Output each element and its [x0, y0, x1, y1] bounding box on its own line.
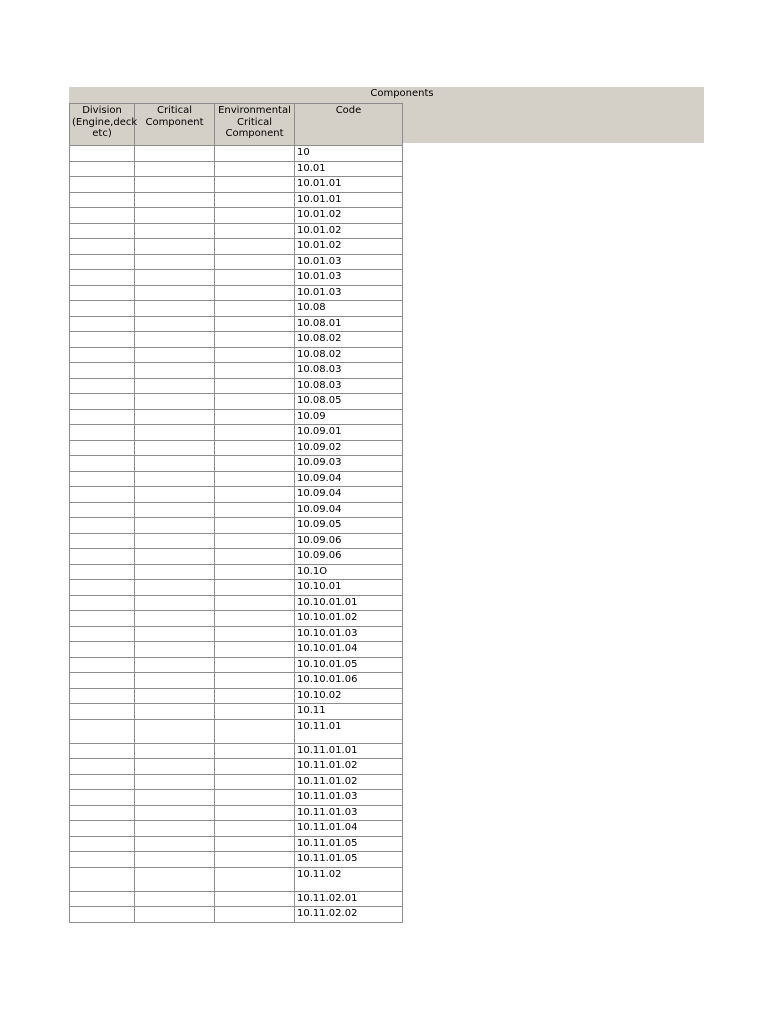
code-cell[interactable]: 10.10.01.02	[295, 611, 403, 627]
critical-cell[interactable]	[135, 642, 215, 658]
critical-cell[interactable]	[135, 580, 215, 596]
code-cell[interactable]: 10.10.01	[295, 580, 403, 596]
code-cell[interactable]: 10.01.03	[295, 270, 403, 286]
division-cell[interactable]	[70, 270, 135, 286]
table-row	[70, 867, 403, 891]
table-row	[70, 805, 403, 821]
table-row	[70, 743, 403, 759]
critical-cell[interactable]	[135, 852, 215, 868]
critical-cell[interactable]	[135, 332, 215, 348]
code-cell[interactable]: 10.09.01	[295, 425, 403, 441]
critical-cell[interactable]	[135, 891, 215, 907]
environmental-cell[interactable]	[215, 347, 295, 363]
critical-cell[interactable]	[135, 673, 215, 689]
table-row	[70, 285, 403, 301]
environmental-cell[interactable]	[215, 440, 295, 456]
environmental-cell[interactable]	[215, 533, 295, 549]
table-row	[70, 301, 403, 317]
critical-cell[interactable]	[135, 254, 215, 270]
critical-cell[interactable]	[135, 743, 215, 759]
division-cell[interactable]	[70, 642, 135, 658]
environmental-cell[interactable]	[215, 836, 295, 852]
table-row	[70, 611, 403, 627]
header-division[interactable]: Division (Engine,deck etc)	[70, 104, 135, 146]
code-cell[interactable]: 10.01	[295, 161, 403, 177]
table-row	[70, 657, 403, 673]
division-cell[interactable]	[70, 518, 135, 534]
table-row	[70, 440, 403, 456]
code-cell[interactable]: 10.01.03	[295, 254, 403, 270]
table-row	[70, 790, 403, 806]
division-cell[interactable]	[70, 704, 135, 720]
table-row	[70, 549, 403, 565]
table-row	[70, 316, 403, 332]
critical-cell[interactable]	[135, 774, 215, 790]
environmental-cell[interactable]	[215, 425, 295, 441]
division-cell[interactable]	[70, 254, 135, 270]
table-row	[70, 642, 403, 658]
critical-cell[interactable]	[135, 790, 215, 806]
critical-cell[interactable]	[135, 223, 215, 239]
division-cell[interactable]	[70, 790, 135, 806]
environmental-cell[interactable]	[215, 626, 295, 642]
environmental-cell[interactable]	[215, 719, 295, 743]
code-cell[interactable]: 10.09.06	[295, 533, 403, 549]
code-cell[interactable]: 10.11.01.02	[295, 759, 403, 775]
environmental-cell[interactable]	[215, 502, 295, 518]
table-row	[70, 626, 403, 642]
components-title: Components	[370, 88, 434, 99]
division-cell[interactable]	[70, 487, 135, 503]
critical-cell[interactable]	[135, 239, 215, 255]
table-row	[70, 821, 403, 837]
code-cell[interactable]: 10.09.04	[295, 487, 403, 503]
code-cell[interactable]: 10.11.01.04	[295, 821, 403, 837]
table-row	[70, 161, 403, 177]
critical-cell[interactable]	[135, 177, 215, 193]
code-cell[interactable]: 10.10.01.05	[295, 657, 403, 673]
code-cell[interactable]: 10	[295, 146, 403, 162]
code-cell[interactable]: 10.10.02	[295, 688, 403, 704]
code-cell[interactable]: 10.11.02.02	[295, 907, 403, 923]
critical-cell[interactable]	[135, 867, 215, 891]
critical-cell[interactable]	[135, 487, 215, 503]
critical-cell[interactable]	[135, 161, 215, 177]
table-row	[70, 487, 403, 503]
division-cell[interactable]	[70, 456, 135, 472]
environmental-cell[interactable]	[215, 704, 295, 720]
code-cell[interactable]: 10.11.01.05	[295, 836, 403, 852]
critical-cell[interactable]	[135, 425, 215, 441]
table-row	[70, 239, 403, 255]
critical-cell[interactable]	[135, 719, 215, 743]
division-cell[interactable]	[70, 891, 135, 907]
environmental-cell[interactable]	[215, 549, 295, 565]
table-row	[70, 223, 403, 239]
code-cell[interactable]: 10.08.02	[295, 332, 403, 348]
critical-cell[interactable]	[135, 688, 215, 704]
environmental-cell[interactable]	[215, 177, 295, 193]
environmental-cell[interactable]	[215, 239, 295, 255]
environmental-cell[interactable]	[215, 867, 295, 891]
code-cell[interactable]: 10.01.02	[295, 239, 403, 255]
header-critical-component[interactable]: Critical Component	[135, 104, 215, 146]
header-row	[70, 104, 403, 146]
table-row	[70, 347, 403, 363]
environmental-cell[interactable]	[215, 254, 295, 270]
division-cell[interactable]	[70, 223, 135, 239]
environmental-cell[interactable]	[215, 363, 295, 379]
code-cell[interactable]: 10.08.02	[295, 347, 403, 363]
critical-cell[interactable]	[135, 759, 215, 775]
table-row	[70, 719, 403, 743]
division-cell[interactable]	[70, 626, 135, 642]
environmental-cell[interactable]	[215, 223, 295, 239]
table-row	[70, 192, 403, 208]
division-cell[interactable]	[70, 440, 135, 456]
environmental-cell[interactable]	[215, 611, 295, 627]
environmental-cell[interactable]	[215, 790, 295, 806]
code-cell[interactable]: 10.09.06	[295, 549, 403, 565]
code-cell[interactable]: 10.08.03	[295, 378, 403, 394]
environmental-cell[interactable]	[215, 146, 295, 162]
division-cell[interactable]	[70, 409, 135, 425]
table-row	[70, 891, 403, 907]
table-row	[70, 146, 403, 162]
environmental-cell[interactable]	[215, 456, 295, 472]
table-row	[70, 759, 403, 775]
table-row	[70, 363, 403, 379]
division-cell[interactable]	[70, 867, 135, 891]
environmental-cell[interactable]	[215, 805, 295, 821]
critical-cell[interactable]	[135, 456, 215, 472]
code-cell[interactable]: 10.11	[295, 704, 403, 720]
table-row	[70, 425, 403, 441]
code-cell[interactable]: 10.11.01.02	[295, 774, 403, 790]
code-cell[interactable]: 10.01.02	[295, 208, 403, 224]
code-cell[interactable]: 10.09.04	[295, 502, 403, 518]
division-cell[interactable]	[70, 743, 135, 759]
environmental-cell[interactable]	[215, 774, 295, 790]
environmental-cell[interactable]	[215, 907, 295, 923]
table-row	[70, 836, 403, 852]
environmental-cell[interactable]	[215, 688, 295, 704]
critical-cell[interactable]	[135, 533, 215, 549]
division-cell[interactable]	[70, 502, 135, 518]
code-cell[interactable]: 10.11.01	[295, 719, 403, 743]
environmental-cell[interactable]	[215, 301, 295, 317]
code-cell[interactable]: 10.11.01.05	[295, 852, 403, 868]
table-row	[70, 518, 403, 534]
critical-cell[interactable]	[135, 611, 215, 627]
division-cell[interactable]	[70, 688, 135, 704]
code-cell[interactable]: 10.1O	[295, 564, 403, 580]
division-cell[interactable]	[70, 907, 135, 923]
table-row	[70, 394, 403, 410]
critical-cell[interactable]	[135, 471, 215, 487]
division-cell[interactable]	[70, 239, 135, 255]
critical-cell[interactable]	[135, 192, 215, 208]
code-cell[interactable]: 10.01.01	[295, 177, 403, 193]
environmental-cell[interactable]	[215, 852, 295, 868]
environmental-cell[interactable]	[215, 891, 295, 907]
critical-cell[interactable]	[135, 704, 215, 720]
division-cell[interactable]	[70, 146, 135, 162]
table-row	[70, 254, 403, 270]
environmental-cell[interactable]	[215, 743, 295, 759]
code-cell[interactable]: 10.01.02	[295, 223, 403, 239]
code-cell[interactable]: 10.11.02	[295, 867, 403, 891]
environmental-cell[interactable]	[215, 394, 295, 410]
table-row	[70, 502, 403, 518]
table-row	[70, 533, 403, 549]
code-cell[interactable]: 10.01.01	[295, 192, 403, 208]
critical-cell[interactable]	[135, 626, 215, 642]
table-row	[70, 673, 403, 689]
environmental-cell[interactable]	[215, 642, 295, 658]
header-code[interactable]: Code	[295, 104, 403, 146]
division-cell[interactable]	[70, 316, 135, 332]
code-cell[interactable]: 10.09.05	[295, 518, 403, 534]
division-cell[interactable]	[70, 821, 135, 837]
table-row	[70, 595, 403, 611]
critical-cell[interactable]	[135, 518, 215, 534]
division-cell[interactable]	[70, 332, 135, 348]
table-row	[70, 907, 403, 923]
table-row	[70, 378, 403, 394]
division-cell[interactable]	[70, 836, 135, 852]
code-cell[interactable]: 10.08	[295, 301, 403, 317]
division-cell[interactable]	[70, 719, 135, 743]
code-cell[interactable]: 10.08.03	[295, 363, 403, 379]
table-row	[70, 332, 403, 348]
environmental-cell[interactable]	[215, 332, 295, 348]
environmental-cell[interactable]	[215, 821, 295, 837]
code-cell[interactable]: 10.09.02	[295, 440, 403, 456]
code-cell[interactable]: 10.11.02.01	[295, 891, 403, 907]
critical-cell[interactable]	[135, 347, 215, 363]
critical-cell[interactable]	[135, 146, 215, 162]
critical-cell[interactable]	[135, 549, 215, 565]
environmental-cell[interactable]	[215, 759, 295, 775]
environmental-cell[interactable]	[215, 487, 295, 503]
critical-cell[interactable]	[135, 502, 215, 518]
critical-cell[interactable]	[135, 301, 215, 317]
code-cell[interactable]: 10.11.01.03	[295, 790, 403, 806]
code-cell[interactable]: 10.08.01	[295, 316, 403, 332]
code-cell[interactable]: 10.09.03	[295, 456, 403, 472]
environmental-cell[interactable]	[215, 316, 295, 332]
division-cell[interactable]	[70, 564, 135, 580]
critical-cell[interactable]	[135, 821, 215, 837]
environmental-cell[interactable]	[215, 192, 295, 208]
code-cell[interactable]: 10.10.01.04	[295, 642, 403, 658]
code-cell[interactable]: 10.10.01.03	[295, 626, 403, 642]
code-cell[interactable]: 10.11.01.01	[295, 743, 403, 759]
division-cell[interactable]	[70, 363, 135, 379]
division-cell[interactable]	[70, 805, 135, 821]
code-cell[interactable]: 10.10.01.06	[295, 673, 403, 689]
environmental-cell[interactable]	[215, 657, 295, 673]
division-cell[interactable]	[70, 657, 135, 673]
division-cell[interactable]	[70, 301, 135, 317]
critical-cell[interactable]	[135, 409, 215, 425]
division-cell[interactable]	[70, 378, 135, 394]
division-cell[interactable]	[70, 759, 135, 775]
table-row	[70, 774, 403, 790]
division-cell[interactable]	[70, 285, 135, 301]
components-table	[69, 103, 403, 923]
table-row	[70, 208, 403, 224]
critical-cell[interactable]	[135, 440, 215, 456]
division-cell[interactable]	[70, 549, 135, 565]
code-cell[interactable]: 10.11.01.03	[295, 805, 403, 821]
table-row	[70, 409, 403, 425]
table-row	[70, 471, 403, 487]
critical-cell[interactable]	[135, 285, 215, 301]
environmental-cell[interactable]	[215, 285, 295, 301]
components-title-cell[interactable]	[69, 87, 434, 103]
environmental-cell[interactable]	[215, 161, 295, 177]
critical-cell[interactable]	[135, 657, 215, 673]
division-cell[interactable]	[70, 580, 135, 596]
division-cell[interactable]	[70, 595, 135, 611]
table-row	[70, 456, 403, 472]
critical-cell[interactable]	[135, 378, 215, 394]
division-cell[interactable]	[70, 611, 135, 627]
table-row	[70, 270, 403, 286]
table-row	[70, 177, 403, 193]
table-row	[70, 688, 403, 704]
table-row	[70, 704, 403, 720]
critical-cell[interactable]	[135, 595, 215, 611]
environmental-cell[interactable]	[215, 409, 295, 425]
division-cell[interactable]	[70, 208, 135, 224]
code-cell[interactable]: 10.09.04	[295, 471, 403, 487]
environmental-cell[interactable]	[215, 471, 295, 487]
table-row	[70, 564, 403, 580]
critical-cell[interactable]	[135, 836, 215, 852]
environmental-cell[interactable]	[215, 208, 295, 224]
critical-cell[interactable]	[135, 394, 215, 410]
critical-cell[interactable]	[135, 564, 215, 580]
code-cell[interactable]: 10.10.01.01	[295, 595, 403, 611]
division-cell[interactable]	[70, 192, 135, 208]
division-cell[interactable]	[70, 425, 135, 441]
code-cell[interactable]: 10.08.05	[295, 394, 403, 410]
table-body	[70, 146, 403, 923]
table-row	[70, 852, 403, 868]
critical-cell[interactable]	[135, 316, 215, 332]
environmental-cell[interactable]	[215, 518, 295, 534]
critical-cell[interactable]	[135, 270, 215, 286]
division-cell[interactable]	[70, 177, 135, 193]
environmental-cell[interactable]	[215, 378, 295, 394]
division-cell[interactable]	[70, 347, 135, 363]
division-cell[interactable]	[70, 471, 135, 487]
header-environmental-critical-component[interactable]: Environmental Critical Component	[215, 104, 295, 146]
division-cell[interactable]	[70, 852, 135, 868]
critical-cell[interactable]	[135, 208, 215, 224]
environmental-cell[interactable]	[215, 673, 295, 689]
code-cell[interactable]: 10.09	[295, 409, 403, 425]
environmental-cell[interactable]	[215, 580, 295, 596]
division-cell[interactable]	[70, 161, 135, 177]
environmental-cell[interactable]	[215, 564, 295, 580]
division-cell[interactable]	[70, 673, 135, 689]
critical-cell[interactable]	[135, 805, 215, 821]
critical-cell[interactable]	[135, 363, 215, 379]
division-cell[interactable]	[70, 394, 135, 410]
environmental-cell[interactable]	[215, 595, 295, 611]
division-cell[interactable]	[70, 533, 135, 549]
division-cell[interactable]	[70, 774, 135, 790]
critical-cell[interactable]	[135, 907, 215, 923]
table-row	[70, 580, 403, 596]
environmental-cell[interactable]	[215, 270, 295, 286]
code-cell[interactable]: 10.01.03	[295, 285, 403, 301]
